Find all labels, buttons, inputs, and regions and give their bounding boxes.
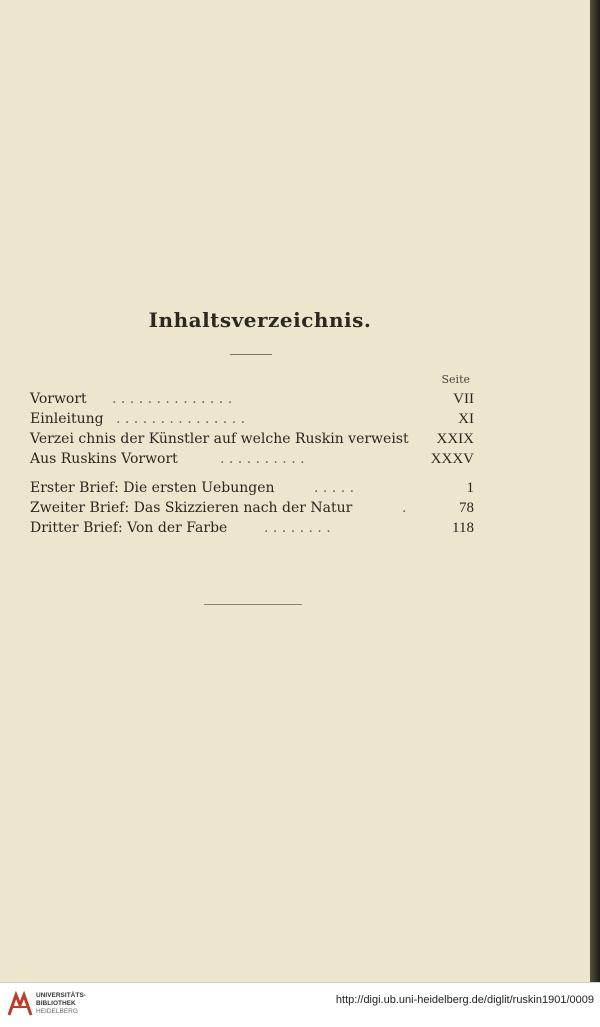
toc-entry: [30, 429, 480, 449]
toc-entry-title: Aus Ruskins Vorwort: [30, 451, 178, 467]
library-name: [36, 992, 86, 1016]
library-name-line2: BIBLIOTHEK: [36, 1000, 76, 1007]
toc-entry-title: Erster Brief: Die ersten Uebungen: [30, 480, 275, 496]
toc-entry-leader: .: [402, 500, 407, 516]
toc-entry-title: Zweiter Brief: Das Skizzieren nach der Natur: [30, 500, 353, 516]
heading-divider: [230, 354, 272, 355]
closing-divider: [204, 604, 302, 605]
page-edge: [590, 0, 600, 982]
toc-entry-page: XXIX: [436, 431, 474, 447]
toc-entry: [30, 518, 480, 538]
toc-entry-page: XXXV: [430, 451, 474, 467]
toc-entry: [30, 498, 480, 518]
toc-entry-leader: . . . . .: [314, 480, 355, 496]
toc-entry-page: 118: [452, 520, 474, 536]
toc-entry-leader: . . . . . . . . . . . . . . .: [116, 411, 246, 427]
toc-entry-leader: . . . . . . . .: [264, 520, 331, 536]
toc-entry-title: Einleitung: [30, 411, 104, 427]
page-heading: Inhaltsverzeichnis.: [148, 308, 372, 332]
toc-entry: [30, 449, 480, 469]
library-name-line1: UNIVERSITÄTS-: [36, 992, 86, 999]
toc-entry-leader: . . . . . . . . . . . . . .: [112, 391, 233, 407]
toc-entry-title: Dritter Brief: Von der Farbe: [30, 520, 228, 536]
toc-entry-page: XI: [458, 411, 474, 427]
page-url-link[interactable]: http://digi.ub.uni-heidelberg.de/diglit/ruskin1901/0009: [335, 994, 594, 1006]
toc-entry: [30, 478, 480, 498]
toc-entry: [30, 409, 480, 429]
toc-entry: [30, 389, 480, 409]
toc-entry-leader: . . . . . . . . . .: [220, 451, 305, 467]
toc-entry-page: 1: [466, 480, 474, 496]
toc-entry-page: 78: [459, 500, 474, 516]
library-name-line3: HEIDELBERG: [36, 1008, 78, 1015]
toc-entry-title: Vorwort: [30, 391, 87, 407]
library-logo-icon: [6, 991, 34, 1019]
toc-entry-title: Verzei chnis der Künstler auf welche Ruskin verweist: [30, 431, 409, 447]
toc-entry-page: VII: [453, 391, 474, 407]
page-column-label: Seite: [441, 373, 470, 386]
viewer-footer: [0, 982, 600, 1027]
